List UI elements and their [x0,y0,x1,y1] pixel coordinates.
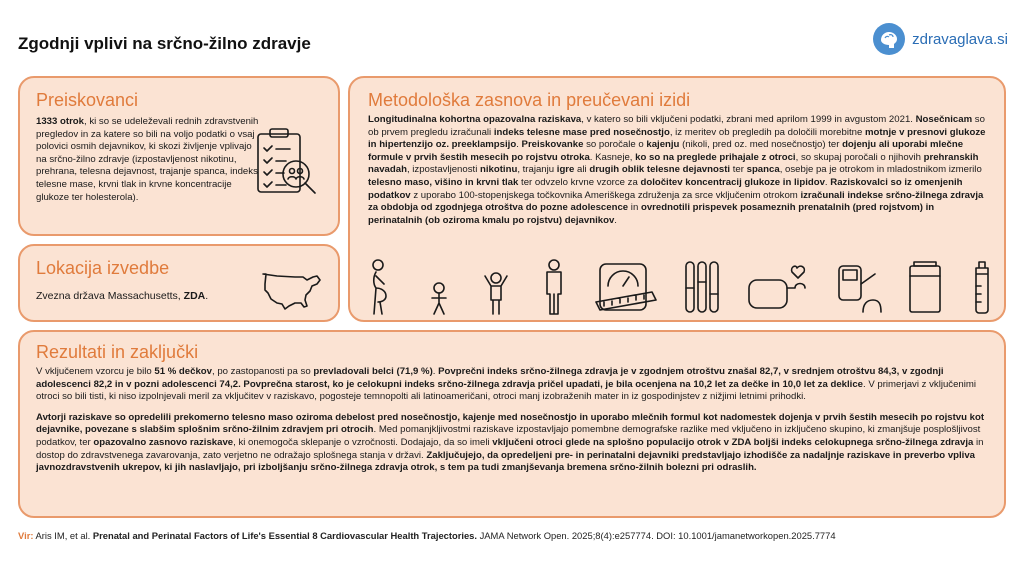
page-title: Zgodnji vplivi na srčno-žilno zdravje [18,34,311,53]
text-run: Zvezna država Massachusetts, [36,290,184,302]
text-emphasis: opazovalno zasnovo raziskave [93,436,234,448]
toddler-icon [422,258,456,316]
text-emphasis: prevladovali belci (71,9 %) [313,366,433,377]
scale-measuring-tape-icon [594,258,658,316]
results-text [36,366,992,483]
source-label: Vir: [18,530,34,541]
text-run: . [824,176,831,188]
text-emphasis: določitev koncentracij glukoze in lipidov [640,176,825,188]
methods-icon-row [364,256,994,316]
text-run: , v katero so bili vključeni podatki, zbrani med aprilom 1999 in avgustom 2021. [581,114,916,125]
methods-heading: Metodološka zasnova in preučevani izidi [368,90,691,110]
text-emphasis: telesno maso, višino in krvni tlak [368,176,519,188]
text-run: V vključenem vzorcu je bilo [36,366,155,377]
blood-pressure-cuff-icon [745,258,809,316]
source-details: JAMA Network Open. 2025;8(4):e257774. DOI: 10.1001/jamanetworkopen.2025.7774 [477,530,836,541]
text-run: in dostop do zdravstvenega zavarovanja, zato verjetno ne odražajo splošnega stanja v državi. [36,436,984,461]
participants-panel [18,76,340,236]
text-run: , ki so se udeleževali rednih zdravstvenih pregledov in za katere so bili na voljo podatki o vsaj polovici osmih dejavnikov, ki skozi življenje vplivajo na srčno-žilno zdravje (izpostavljenost nikotinu, prehrana, telesna dejavnost, trajanje spanca, indeks telesne mase, krvni tlak in krvne koncentracije glukoze ter holesterola). [36,116,259,203]
text-emphasis: drugih oblik telesne dejavnosti [589,164,731,176]
text-run: , po zastopanosti pa so [211,366,314,377]
text-emphasis: vključeni otroci glede na splošno populacijo otrok v ZDA boljši indeks celokupnega srčno-žilnega zdravja [492,436,974,448]
text-run: so poročale o [583,139,647,151]
text-run: . [432,366,439,377]
text-emphasis: prehranskih navadah [368,151,979,176]
text-run: ter odvzelo krvne vzorce za [518,176,641,188]
text-run: . V primerjavi z vključenimi otroci so bili tisti, ki niso izpolnjevali meril za vključitev v raziskavo, pogosteje temnopolti ali latinoameričani, otroci manj izobraženih mater in iz gospodinjstev z nižjimi letnimi prihodki. [36,378,977,403]
text-emphasis: Nosečnicam [915,114,973,125]
text-run: . [516,139,522,151]
text-emphasis: spanca [746,164,780,176]
text-emphasis: kajenju [646,139,680,151]
brand-name: zdravaglava.si [912,30,1008,48]
questionnaire-magnifier-icon [252,126,322,206]
text-run: . [205,290,209,302]
text-run: so ob prvem pregledu izračunali [368,114,985,138]
text-emphasis: igre [556,164,575,176]
text-emphasis: Zaključujejo, da opredeljeni pre- in perinatalni dejavniki predstavljajo izhodišče za nadaljnje raziskave in preverbo vpliva javnozdravstvenih ukrepov, ki jih naslavljajo, pri izboljšanju srčno-žilnega zdravja otrok, s tem pa tudi zmanjševanja bremena srčno-žilnih bolezni pri odraslih. [36,449,976,474]
source-title[interactable]: Prenatal and Perinatal Factors of Life's Essential 8 Cardiovascular Health Trajectories. [92,530,478,541]
location-heading: Lokacija izvedbe [36,258,170,278]
participants-heading: Preiskovanci [36,90,139,110]
child-icon [479,258,513,316]
results-paragraph-2 [36,412,992,475]
text-run: in [628,202,641,214]
text-run: ter [730,164,747,176]
text-run: , trajanju [517,164,557,176]
text-run: ali [574,164,590,176]
food-can-icon [906,258,946,316]
text-run: (nikoli, pred oz. med nosečnostjo) ter [679,139,843,151]
text-run: . [614,214,617,226]
methods-text [368,114,990,227]
text-emphasis: ZDA [183,290,206,302]
text-run: , iz meritev ob pregledih pa določili morebitne [669,126,865,138]
source-citation [18,530,836,541]
text-run: . Kasneje, [589,151,636,163]
adult-icon [537,258,571,316]
usa-map-icon [260,268,324,310]
text-emphasis: 1333 otrok [36,116,84,127]
methods-panel [348,76,1006,322]
results-paragraph-1 [36,366,992,404]
source-authors: Aris IM, et al. [33,530,93,541]
text-emphasis: Povprečni indeks srčno-žilnega zdravja je v zgodnjem otroštvu znašal 82,7, v srednjem otroštvu 84,3, v zgodnji adolescenci 82,2 in v pozni adolescenci 74,2. Povprečna starost, ko je celokupni indeks srčno-žilnega zdravja pričel upadati, je bila ocenjena na 10,2 let za dečke in 10,0 let za deklice [36,366,944,390]
text-emphasis: Avtorji raziskave so opredelili prekomerno telesno maso oziroma debelost pred nosečnostjo, kajenje med nosečnostjo in uporabo mlečnih formul kot nadomestek dojenja v prvih šestih mesecih po rojstvu kot dejavnike, povezane s slabšim splošnim srčno-žilnim zdravjem pri otrocih [36,411,985,436]
text-emphasis: ovrednotili prispevek posameznih prenatalnih (pred rojstvom) in perinatalnih (ob oziroma kmalu po rojstvu) dejavnikov [368,202,935,226]
glucose-meter-icon [833,258,883,316]
text-emphasis: dojenju ali uporabi mlečne formule v prvih šestih mesecih po rojstvu otroka [368,139,964,163]
text-run: , izpostavljenosti [406,164,480,176]
text-emphasis: nikotinu [480,164,518,176]
results-panel [18,330,1006,518]
text-run: z uporabo 100-stopenjskega točkovnika Ameriškega združenja za srce vključenim otrokom [410,189,801,201]
text-emphasis: Preiskovanke [521,139,584,151]
text-emphasis: 51 % dečkov [154,366,212,377]
brand-logo-link[interactable] [872,22,1008,56]
text-run: . Med pomanjkljivostmi raziskave izpostavljajo pomembne demografske razlike med vključeno in izključeno skupino, ki zmanjšuje posplošljivost podatkov, ter [36,424,981,448]
results-heading: Rezultati in zaključki [36,342,199,362]
text-run: , so skupaj poročali o njihovih [795,151,924,163]
brain-logo-icon [872,22,906,56]
location-panel [18,244,340,322]
text-emphasis: izračunali indekse srčno-žilnega zdravja za obdobja od zgodnjega otroštva do pozne adolescence [368,189,984,214]
test-tubes-icon [682,258,722,316]
baby-bottle-icon [970,258,994,316]
pregnant-woman-icon [364,258,398,316]
text-emphasis: ko so na preglede prihajale z otroci [635,151,796,163]
text-run: , ki onemogoča sklepanje o vzročnosti. Dodajajo, da so imeli [233,436,493,448]
text-emphasis: Longitudinalna kohortna opazovalna raziskava [368,114,582,125]
text-emphasis: indeks telesne mase pred nosečnostjo [493,126,670,138]
text-emphasis: motnje v presnovi glukoze in hipertenzijo oz. preeklampsijo [368,126,986,151]
location-text [36,290,208,303]
text-emphasis: Raziskovalci so iz omenjenih podatkov [368,176,963,201]
text-run: , osebje pa je otrokom in mladostnikom izmerilo [779,164,982,176]
participants-text [36,116,264,204]
